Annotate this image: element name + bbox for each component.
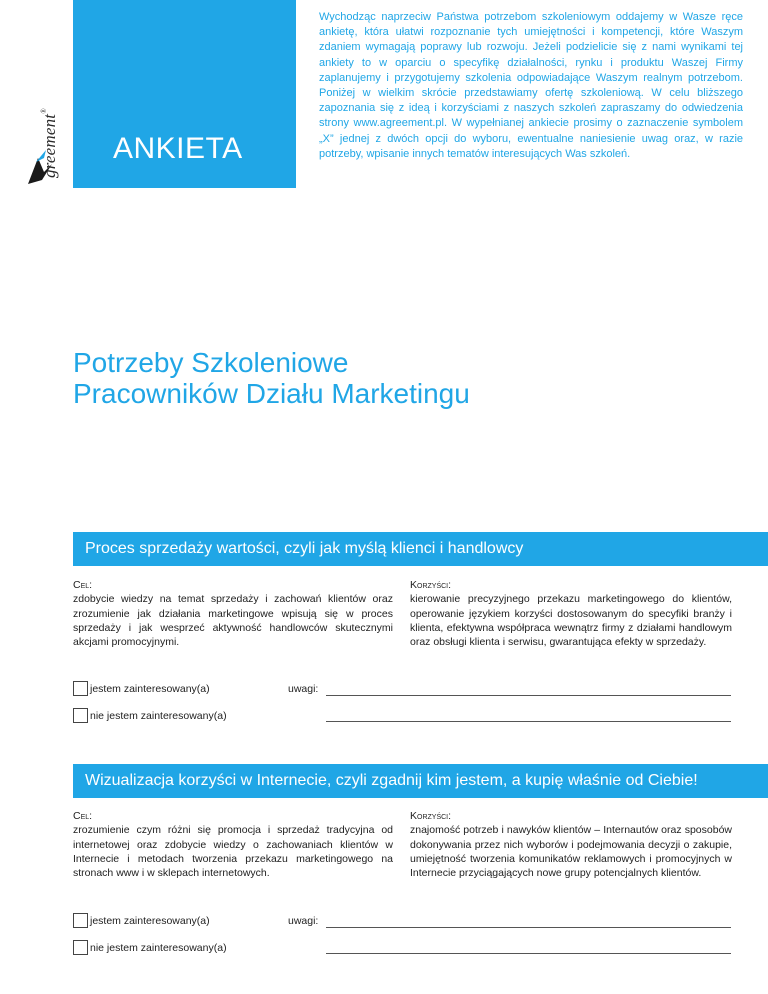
section-heading: Wizualizacja korzyści w Internecie, czyli zgadnij kim jestem, a kupię właśnie od Ciebie! [85,772,698,789]
not-interested-label: nie jestem zainteresowany(a) [90,710,227,722]
benefits-text: kierowanie precyzyjnego przekazu marketingowego do klientów, operowanie językiem korzyści dostosowanym do specyfiki branży i klienta, efektywna współpraca wewnątrz firmy z działami handlowym oraz obsługi klienta i serwisu, gwarantująca efekty w sprzedaży. [410,593,732,649]
page-title-line1: Potrzeby Szkoleniowe [73,347,349,378]
section-goal [73,809,393,880]
not-interested-checkbox[interactable] [73,940,88,955]
section-heading-bar [73,532,768,566]
goal-text: zdobycie wiedzy na temat sprzedaży i zachowań klientów oraz zrozumienie jak działania marketingowe wpisują się w proces sprzedaży i jak wesprzeć aktywność handlowców skutecznymi akcjami promocyjnymi. [73,593,393,649]
goal-text: zrozumienie czym różni się promocja i sprzedaż tradycyjna od internetowej oraz zdobycie wiedzy o zachowaniach klientów w Internecie i metodach tworzenia przekazu marketingowego na stronach www i w sklepach internetowych. [73,824,393,880]
notes-label: uwagi: [288,683,319,695]
benefits-label: Korzyści: [410,579,452,591]
badge-title: ANKIETA [113,132,243,165]
goal-label: Cel: [73,579,93,591]
section-goal [73,578,393,649]
section-benefits [410,809,732,880]
notes-line-1[interactable] [326,927,731,928]
section-heading: Proces sprzedaży wartości, czyli jak myślą klienci i handlowcy [85,540,524,557]
interested-label: jestem zainteresowany(a) [90,683,210,695]
page-title [73,347,470,409]
interested-checkbox[interactable] [73,681,88,696]
intro-paragraph: Wychodząc naprzeciw Państwa potrzebom szkoleniowym oddajemy w Wasze ręce ankietę, która ułatwi rozpoznanie tych umiejętności i kompetencji, które Waszym zdaniem wymagają poprawy lub rozwoju. Jeżeli podzielicie się z nami wynikami tej ankiety to w oparciu o specyfikę działalności, rynku i produktu Waszej Firmy zaplanujemy i przygotujemy szkolenia odpowiadające Waszym realnym potrzebom. Poniżej w wielkim skrócie przedstawiamy ofertę szkoleniową. W celu bliższego zapoznania się z ideą i korzyściami z naszych szkoleń zapraszamy do odwiedzenia strony www.agreement.pl. W wypełnianej ankiecie prosimy o zaznaczenie symbolem „X” jednej z dwóch opcji do wyboru, ewentualne naniesienie uwag oraz, w razie potrzeby, wpisanie innych tematów interesujących Was szkoleń. [319,11,743,160]
not-interested-label: nie jestem zainteresowany(a) [90,942,227,954]
interested-checkbox[interactable] [73,913,88,928]
logo-wordmark: greement® [40,108,59,178]
notes-line-1[interactable] [326,695,731,696]
section-heading-bar [73,764,768,798]
notes-label: uwagi: [288,915,319,927]
page-title-line2: Pracowników Działu Marketingu [73,378,470,409]
interested-label: jestem zainteresowany(a) [90,915,210,927]
header-badge-block [73,0,296,188]
section-benefits [410,578,732,649]
benefits-label: Korzyści: [410,810,452,822]
not-interested-checkbox[interactable] [73,708,88,723]
goal-label: Cel: [73,810,93,822]
notes-line-2[interactable] [326,721,731,722]
notes-line-2[interactable] [326,953,731,954]
benefits-text: znajomość potrzeb i nawyków klientów – Internautów oraz sposobów dokonywania przez nich wyborów i podejmowania decyzji o zakupie, umiejętność tworzenia komunikatów reklamowych i promocyjnych w Internecie przyciągających nowe grupy potencjalnych klientów. [410,824,732,880]
